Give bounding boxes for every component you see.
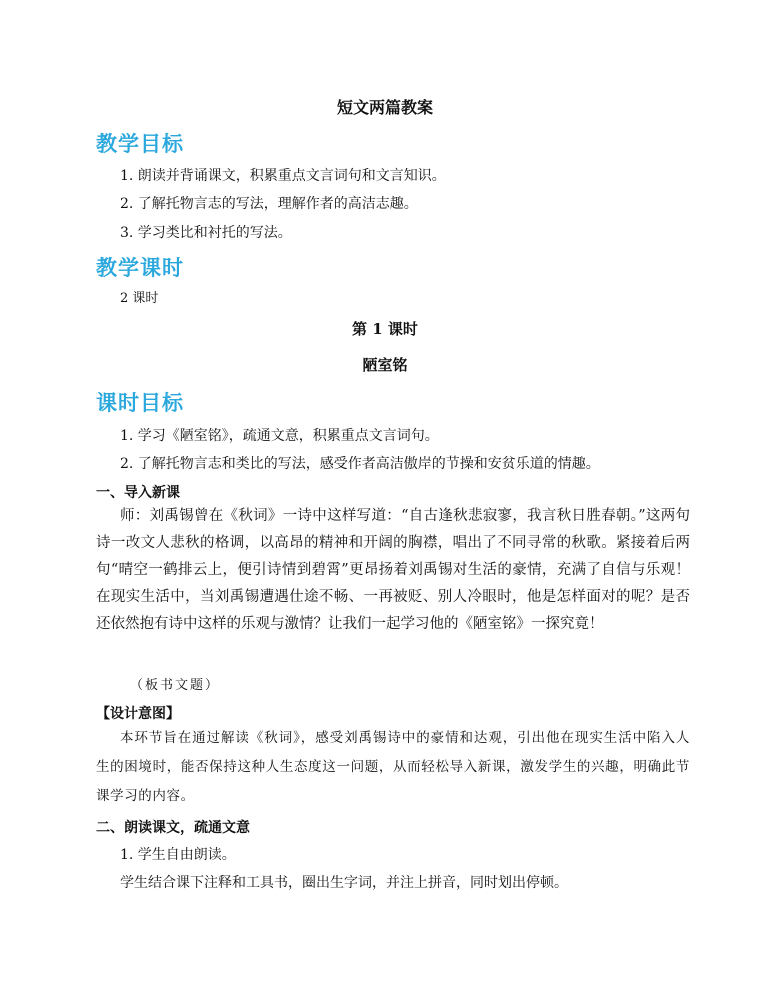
board-note: （板书文题） [130,678,221,693]
section-intro-paragraph: 师：刘禹锡曾在《秋词》一诗中这样写道：“自古逢秋悲寂寥，我言秋日胜春朝。”这两句诗一改文人悲秋的格调，以高昂的精神和开阔的胸襟，唱出了不同寻常的秋歌。紧接着后两句“晴空一鹤排云上，便引诗情到碧霄”更昂扬着刘禹锡对生活的豪情，充满了自信与乐观！在现实生活中，当刘禹锡遭遇仕途不畅、一再被贬、别人冷眼时，他是怎样面对的呢？是否还依然抱有诗中这样的乐观与激情？让我们一起学习他的《陋室铭》一探究竟！ [96,508,690,632]
lesson-goal-1: 1. 学习《陋室铭》，疏通文意，积累重点文言词句。 [120,428,439,444]
design-intent-heading: 【设计意图】 [96,706,180,722]
lesson-goal-2: 2. 了解托物言志和类比的写法，感受作者高洁傲岸的节操和安贫乐道的情趣。 [120,456,600,472]
lesson-text-title: 陋室铭 [362,356,408,374]
section-reading-item-1: 1. 学生自由朗读。 [120,847,236,863]
lesson-goals-heading: 课时目标 [96,391,184,415]
design-intent-paragraph: 本环节旨在通过解读《秋词》，感受刘禹锡诗中的豪情和达观，引出他在现实生活中陷入人生的困境时，能否保持这种人生态度这一问题，从而轻松导入新课，激发学生的兴趣，明确此节课学习的内容。 [96,730,690,804]
section-reading-heading: 二、朗读课文，疏通文意 [96,820,250,836]
document-title: 短文两篇教案 [336,98,433,117]
section-reading-item-2: 学生结合课下注释和工具书，圈出生字词，并注上拼音，同时划出停顿。 [120,875,568,891]
teaching-goal-1: 1. 朗读并背诵课文，积累重点文言词句和文言知识。 [120,168,446,184]
teaching-goal-2: 2. 了解托物言志的写法，理解作者的高洁志趣。 [120,196,418,212]
teaching-goal-3: 3. 学习类比和衬托的写法。 [120,225,292,241]
class-hours-heading: 教学课时 [96,256,184,280]
lesson-label: 第 1 课时 [352,320,418,338]
section-intro-heading: 一、导入新课 [96,485,180,501]
teaching-goals-heading: 教学目标 [96,132,184,156]
class-hours-value: 2 课时 [120,291,159,306]
